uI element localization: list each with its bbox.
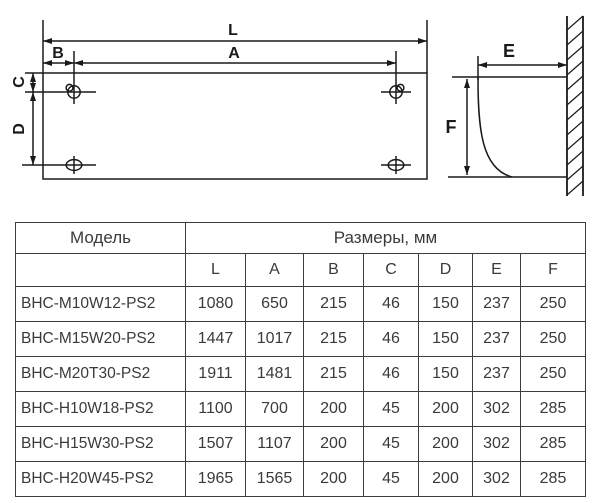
col-header-A: A	[246, 254, 304, 287]
table-header-row-2	[16, 254, 586, 287]
value-cell: 200	[419, 392, 473, 427]
col-header-F: F	[521, 254, 586, 287]
model-header-empty-cell	[16, 254, 186, 287]
technical-drawing	[0, 0, 600, 212]
value-cell: 1447	[186, 322, 246, 357]
col-header-L: L	[186, 254, 246, 287]
value-cell: 237	[473, 287, 521, 322]
value-cell: 237	[473, 322, 521, 357]
model-cell: BHC-H15W30-PS2	[16, 427, 186, 462]
value-cell: 1107	[246, 427, 304, 462]
value-cell: 150	[419, 287, 473, 322]
value-cell: 1911	[186, 357, 246, 392]
value-cell: 1100	[186, 392, 246, 427]
dim-label-F: F	[445, 117, 457, 137]
value-cell: 250	[521, 322, 586, 357]
value-cell: 46	[364, 287, 419, 322]
dim-label-C: C	[11, 76, 28, 88]
dimension-labels	[11, 22, 515, 137]
value-cell: 285	[521, 392, 586, 427]
value-cell: 285	[521, 462, 586, 497]
value-cell: 45	[364, 427, 419, 462]
value-cell: 200	[419, 427, 473, 462]
table-row	[16, 322, 586, 357]
value-cell: 1507	[186, 427, 246, 462]
value-cell: 45	[364, 462, 419, 497]
value-cell: 150	[419, 322, 473, 357]
dim-label-D: D	[11, 123, 28, 135]
dim-label-B: B	[52, 45, 64, 62]
value-cell: 250	[521, 357, 586, 392]
value-cell: 285	[521, 427, 586, 462]
value-cell: 1017	[246, 322, 304, 357]
value-cell: 46	[364, 322, 419, 357]
dim-label-E: E	[502, 41, 516, 61]
wall-hatching	[567, 16, 583, 195]
col-header-C: C	[364, 254, 419, 287]
model-cell: BHC-M15W20-PS2	[16, 322, 186, 357]
model-cell: BHC-H10W18-PS2	[16, 392, 186, 427]
col-header-D: D	[419, 254, 473, 287]
value-cell: 215	[304, 287, 364, 322]
col-header-B: B	[304, 254, 364, 287]
unit-front-outline	[43, 73, 427, 179]
front-view	[22, 20, 427, 179]
value-cell: 250	[521, 287, 586, 322]
value-cell: 302	[473, 392, 521, 427]
value-cell: 237	[473, 357, 521, 392]
dimensions-header-cell: Размеры, мм	[186, 223, 586, 254]
value-cell: 215	[304, 322, 364, 357]
value-cell: 200	[304, 462, 364, 497]
value-cell: 1965	[186, 462, 246, 497]
value-cell: 1481	[246, 357, 304, 392]
table-row	[16, 357, 586, 392]
model-header-cell: Модель	[16, 223, 186, 254]
model-cell: BHC-H20W45-PS2	[16, 462, 186, 497]
value-cell: 200	[304, 427, 364, 462]
dimensions-table	[15, 222, 586, 497]
value-cell: 46	[364, 357, 419, 392]
table-row	[16, 287, 586, 322]
value-cell: 215	[304, 357, 364, 392]
value-cell: 650	[246, 287, 304, 322]
table-row	[16, 392, 586, 427]
table-row	[16, 462, 586, 497]
dim-label-L: L	[228, 22, 238, 39]
value-cell: 200	[304, 392, 364, 427]
value-cell: 302	[473, 427, 521, 462]
value-cell: 700	[246, 392, 304, 427]
unit-profile-curve	[478, 78, 512, 177]
value-cell: 200	[419, 462, 473, 497]
value-cell: 150	[419, 357, 473, 392]
value-cell: 1080	[186, 287, 246, 322]
value-cell: 45	[364, 392, 419, 427]
dim-label-A: A	[228, 45, 240, 62]
model-cell: BHC-M10W12-PS2	[16, 287, 186, 322]
value-cell: 1565	[246, 462, 304, 497]
value-cell: 302	[473, 462, 521, 497]
table-header-row-1	[16, 223, 586, 254]
col-header-E: E	[473, 254, 521, 287]
model-cell: BHC-M20T30-PS2	[16, 357, 186, 392]
table-row	[16, 427, 586, 462]
